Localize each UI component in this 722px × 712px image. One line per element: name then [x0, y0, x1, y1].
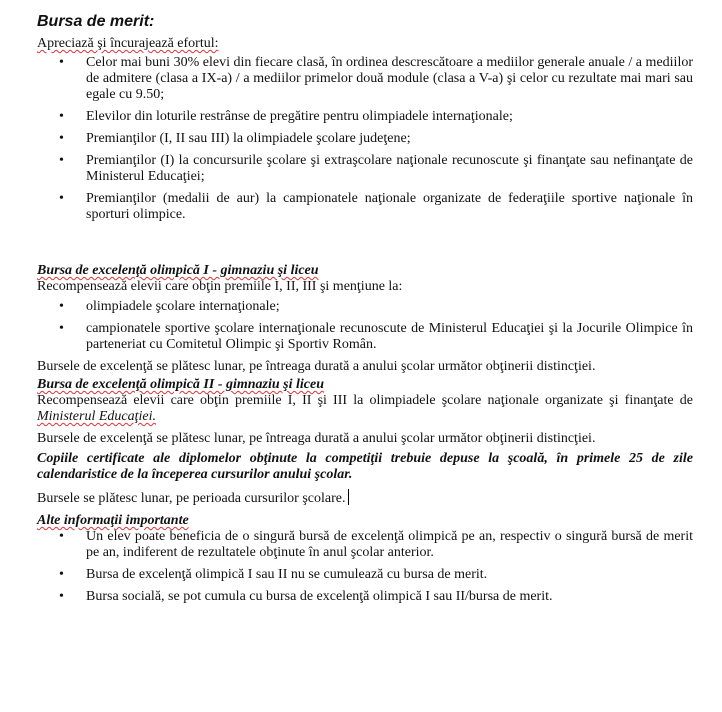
copii-certificate-note: Copiile certificate ale diplomelor obţinute la competiţii trebuie depuse la şcoală, în primele 25 de zile calendaristice de la începerea cursurilor anului şcolar.: [37, 451, 693, 482]
list-item: • Elevilor din loturile restrânse de pregătire pentru olimpiadele internaţionale;: [59, 109, 513, 124]
bullet-icon: •: [59, 529, 64, 544]
bursa-olimpica-2-intro: Recompensează elevii care obţin premiile I, II şi III la olimpiadele şcolare naţionale organizate şi finanţate de Ministerul Educaţiei.: [37, 393, 693, 424]
bursa-olimpica-1-note: Bursele de excelenţă se plătesc lunar, pe întreaga durată a anului şcolar următor obţinerii distincţiei.: [37, 359, 596, 374]
list-item: • Bursa socială, se pot cumula cu bursa de excelenţă olimpică I sau II/bursa de merit.: [59, 589, 553, 604]
list-item: • olimpiadele şcolare internaţionale;: [59, 299, 280, 314]
section-title-alte-informatii: Alte informaţii importante: [37, 513, 189, 528]
list-item: • Bursa de excelenţă olimpică I sau II nu se cumulează cu bursa de merit.: [59, 567, 488, 582]
bursa-merit-list: [37, 55, 693, 223]
list-item: • Premianţilor (medalii de aur) la campionatele naţionale organizate de federaţiile sportive naţionale în sporturi olimpice.: [59, 191, 693, 222]
list-item: • Celor mai buni 30% elevi din fiecare clasă, în ordinea descrescătoare a mediilor generale anuale / a mediilor de admitere (clasa a IX-a) / a mediilor primelor două module (clasa a V-a) şi celor cu rezultate mai mari sau egale cu 9.50;: [59, 55, 693, 102]
bursa-merit-intro: Apreciază şi încurajează efortul:: [37, 36, 219, 51]
bullet-icon: •: [59, 131, 64, 146]
section-title-bursa-olimpica-2: Bursa de excelenţă olimpică II - gimnaziu şi liceu: [37, 377, 325, 392]
bullet-icon: •: [59, 191, 64, 206]
bullet-icon: •: [59, 109, 64, 124]
bursa-olimpica-1-list: [37, 299, 693, 353]
alte-informatii-list: [37, 529, 693, 605]
bullet-icon: •: [59, 321, 64, 336]
bullet-icon: •: [59, 153, 64, 168]
bullet-icon: •: [59, 567, 64, 582]
list-item: • Premianţilor (I) la concursurile şcolare şi extraşcolare naţionale recunoscute şi finanţate sau nefinanţate de Ministerul Educaţiei;: [59, 153, 693, 184]
bullet-icon: •: [59, 299, 64, 314]
text-cursor: [348, 489, 349, 505]
section-title-bursa-merit: Bursa de merit:: [37, 13, 155, 30]
list-item: • Un elev poate beneficia de o singură bursă de excelenţă olimpică pe an, respectiv o singură bursă de merit pe an, indiferent de rezultatele obţinute în anul şcolar anterior.: [59, 529, 693, 560]
bullet-icon: •: [59, 589, 64, 604]
section-title-bursa-olimpica-1: Bursa de excelenţă olimpică I - gimnaziu şi liceu: [37, 263, 319, 278]
bursa-olimpica-1-intro: Recompensează elevii care obţin premiile I, II, III şi menţiune la:: [37, 279, 403, 294]
bursa-olimpica-2-note: Bursele de excelenţă se plătesc lunar, pe întreaga durată a anului şcolar următor obţinerii distincţiei.: [37, 431, 596, 446]
list-item: • Premianţilor (I, II sau III) la olimpiadele şcolare judeţene;: [59, 131, 411, 146]
plata-note: Bursele se plătesc lunar, pe perioada cursurilor şcolare.: [37, 489, 693, 507]
list-item: • campionatele sportive şcolare internaţionale recunoscute de Ministerul Educaţiei şi la Jocurile Olimpice în parteneriat cu Comitetul Olimpic şi Sportiv Român.: [59, 321, 693, 352]
ministry-name: Ministerul Educaţiei.: [37, 409, 156, 424]
document-page: [37, 12, 693, 605]
bullet-icon: •: [59, 55, 64, 70]
blank-space: [37, 223, 693, 263]
